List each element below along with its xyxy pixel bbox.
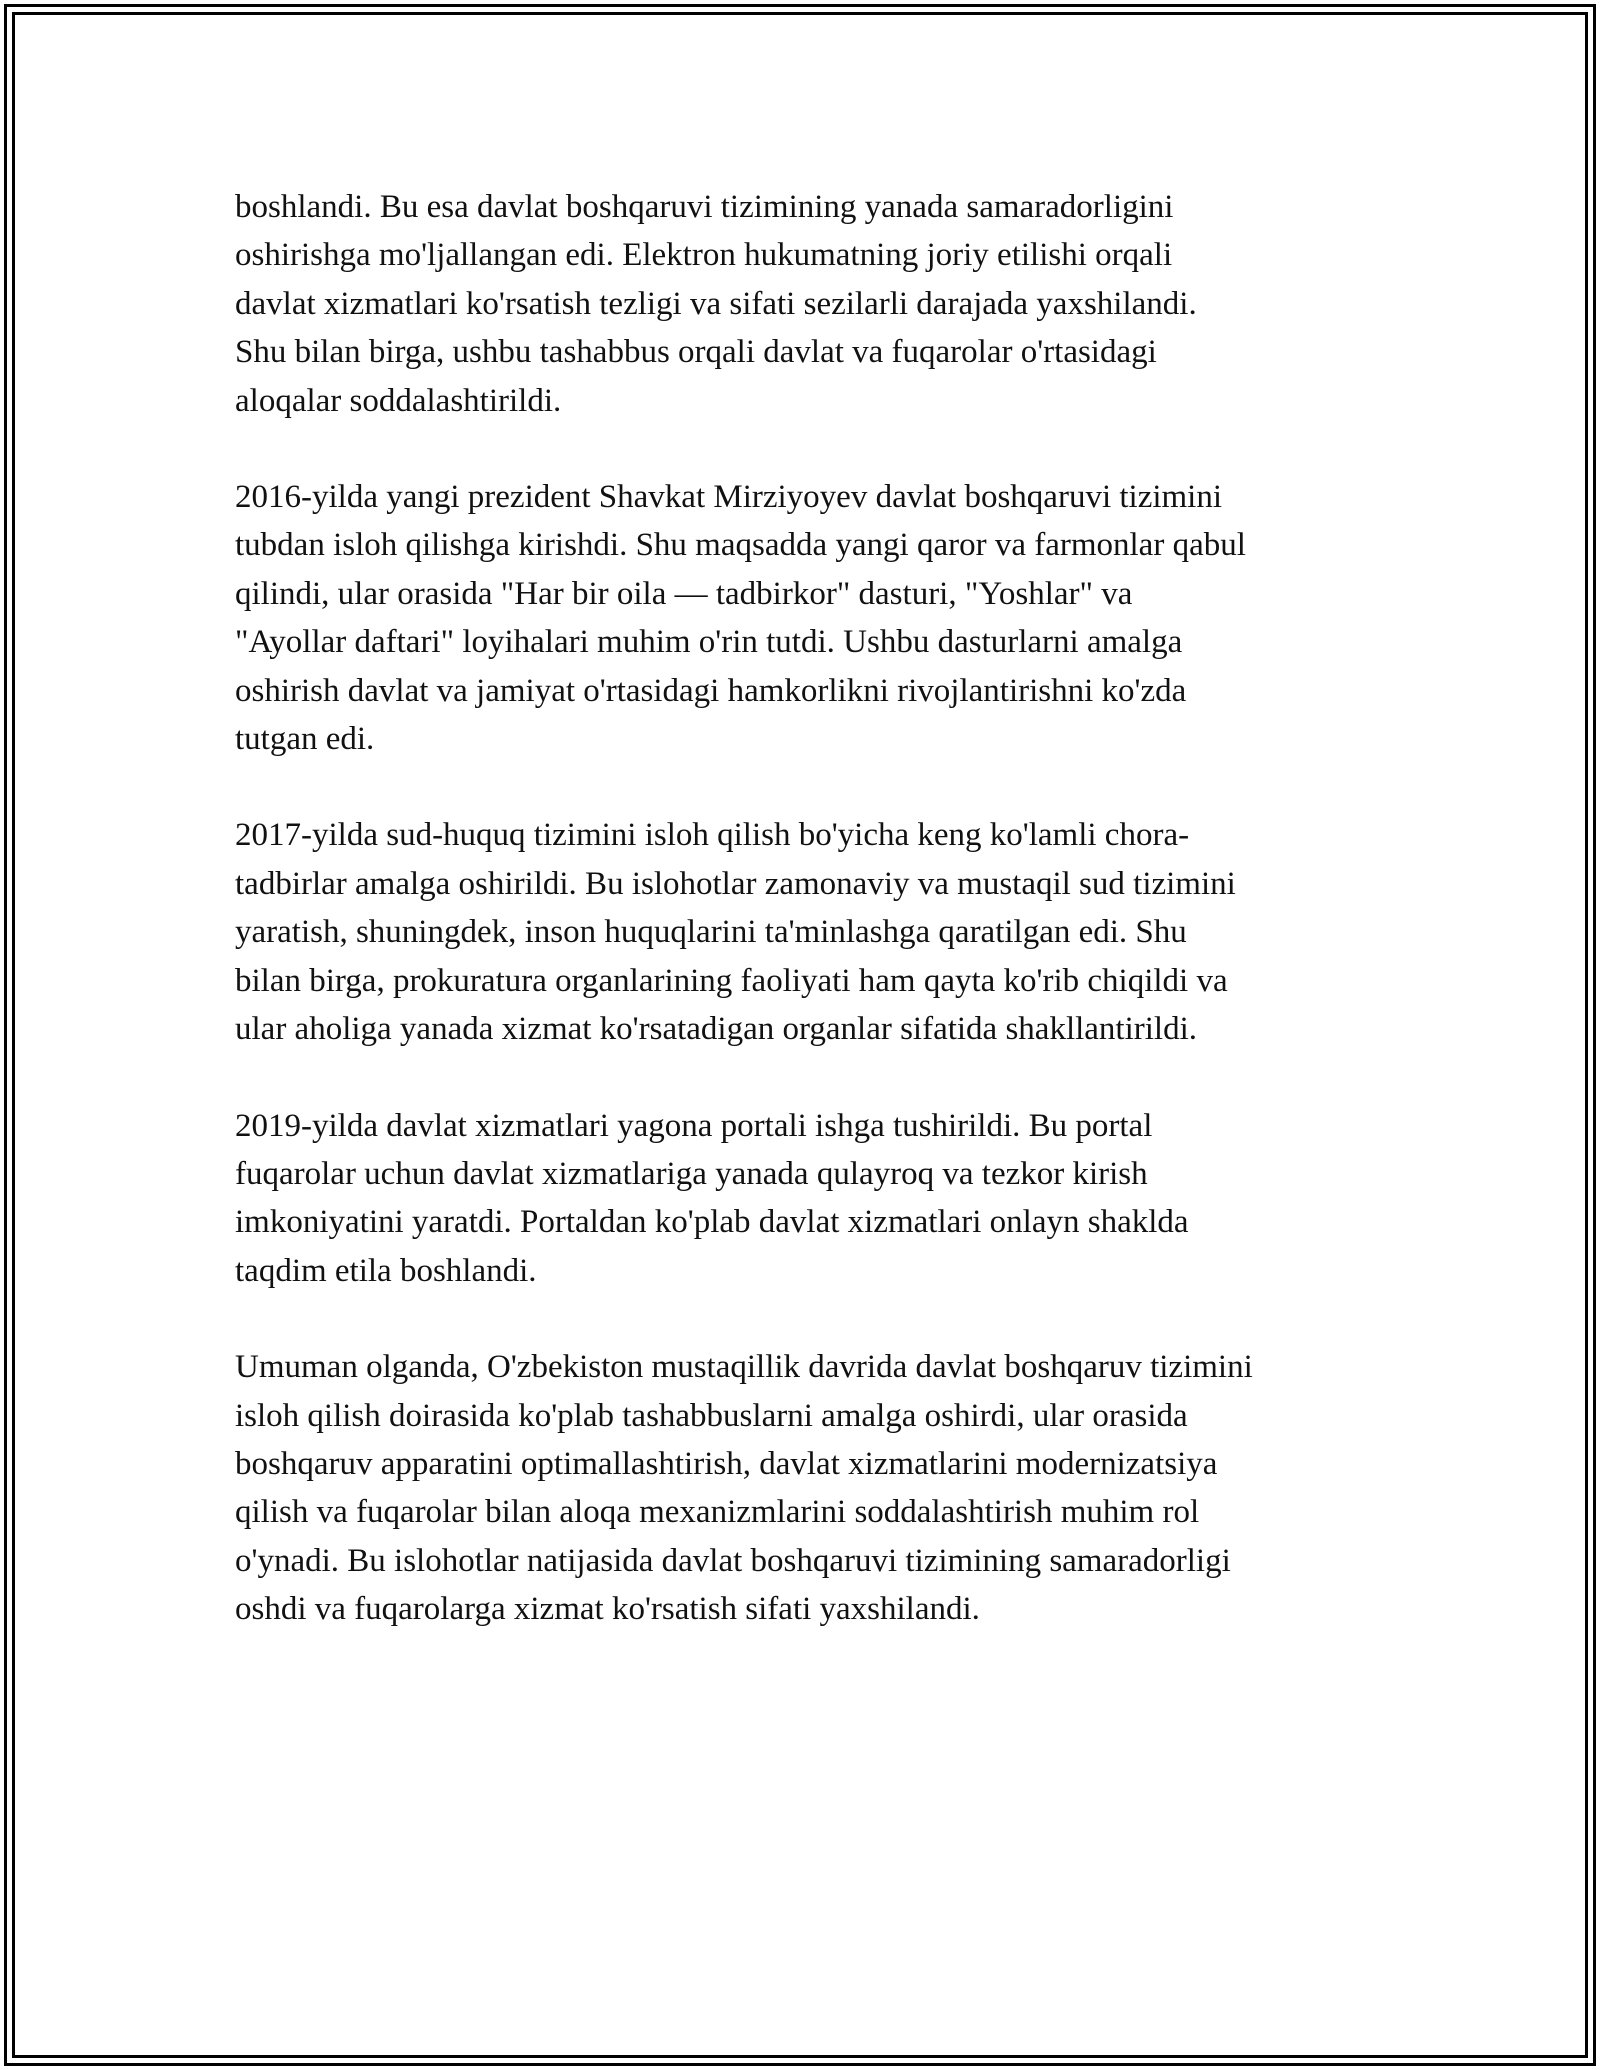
text-line: imkoniyatini yaratdi. Portaldan ko'plab davlat xizmatlari onlayn shaklda xyxy=(235,1204,1189,1241)
text-line: fuqarolar uchun davlat xizmatlariga yanada qulayroq va tezkor kirish xyxy=(235,1155,1148,1192)
text-line: bilan birga, prokuratura organlarining faoliyati ham qayta ko'rib chiqildi va xyxy=(235,962,1228,999)
text-line: 2019-yilda davlat xizmatlari yagona portali ishga tushirildi. Bu portal xyxy=(235,1107,1153,1144)
text-line: oshirish davlat va jamiyat o'rtasidagi hamkorlikni rivojlantirishni ko'zda xyxy=(235,672,1187,709)
text-line: Umuman olganda, O'zbekiston mustaqillik davrida davlat boshqaruv tizimini xyxy=(235,1349,1253,1386)
paragraph-3 xyxy=(235,811,1395,1053)
text-line: taqdim etila boshlandi. xyxy=(235,1252,537,1289)
text-line: tadbirlar amalga oshirildi. Bu islohotlar zamonaviy va mustaqil sud tizimini xyxy=(235,865,1236,902)
text-line: isloh qilish doirasida ko'plab tashabbuslarni amalga oshirdi, ular orasida xyxy=(235,1397,1188,1434)
text-line: tubdan isloh qilishga kirishdi. Shu maqsadda yangi qaror va farmonlar qabul xyxy=(235,527,1246,564)
text-line: Shu bilan birga, ushbu tashabbus orqali davlat va fuqarolar o'rtasidagi xyxy=(235,334,1157,371)
text-line: qilindi, ular orasida "Har bir oila — tadbirkor" dasturi, "Yoshlar" va xyxy=(235,575,1133,612)
paragraph-2 xyxy=(235,473,1395,763)
text-line: oshirishga mo'ljallangan edi. Elektron hukumatning joriy etilishi orqali xyxy=(235,237,1173,274)
text-line: 2017-yilda sud-huquq tizimini isloh qilish bo'yicha keng ko'lamli chora- xyxy=(235,817,1190,854)
text-line: ular aholiga yanada xizmat ko'rsatadigan organlar sifatida shakllantirildi. xyxy=(235,1011,1198,1048)
text-line: boshlandi. Bu esa davlat boshqaruvi tizimining yanada samaradorligini xyxy=(235,189,1174,225)
paragraph-4 xyxy=(235,1102,1395,1296)
text-line: oshdi va fuqarolarga xizmat ko'rsatish sifati yaxshilandi. xyxy=(235,1591,980,1628)
text-line: 2016-yilda yangi prezident Shavkat Mirziyoyev davlat boshqaruvi tizimini xyxy=(235,479,1223,516)
paragraph-1 xyxy=(235,183,1395,425)
text-line: o'ynadi. Bu islohotlar natijasida davlat boshqaruvi tizimining samaradorligi xyxy=(235,1542,1231,1579)
text-line: boshqaruv apparatini optimallashtirish, davlat xizmatlarini modernizatsiya xyxy=(235,1445,1218,1482)
text-line: yaratish, shuningdek, inson huquqlarini ta'minlashga qaratilgan edi. Shu xyxy=(235,914,1187,951)
paragraph-5 xyxy=(235,1343,1395,1633)
text-line: aloqalar soddalashtirildi. xyxy=(235,382,562,419)
text-line: "Ayollar daftari" loyihalari muhim o'rin tutdi. Ushbu dasturlarni amalga xyxy=(235,624,1183,661)
document-body xyxy=(235,183,1395,1682)
text-line: davlat xizmatlari ko'rsatish tezligi va sifati sezilarli darajada yaxshilandi. xyxy=(235,285,1197,322)
text-line: tutgan edi. xyxy=(235,721,375,758)
text-line: qilish va fuqarolar bilan aloqa mexanizmlarini soddalashtirish muhim rol xyxy=(235,1494,1200,1531)
